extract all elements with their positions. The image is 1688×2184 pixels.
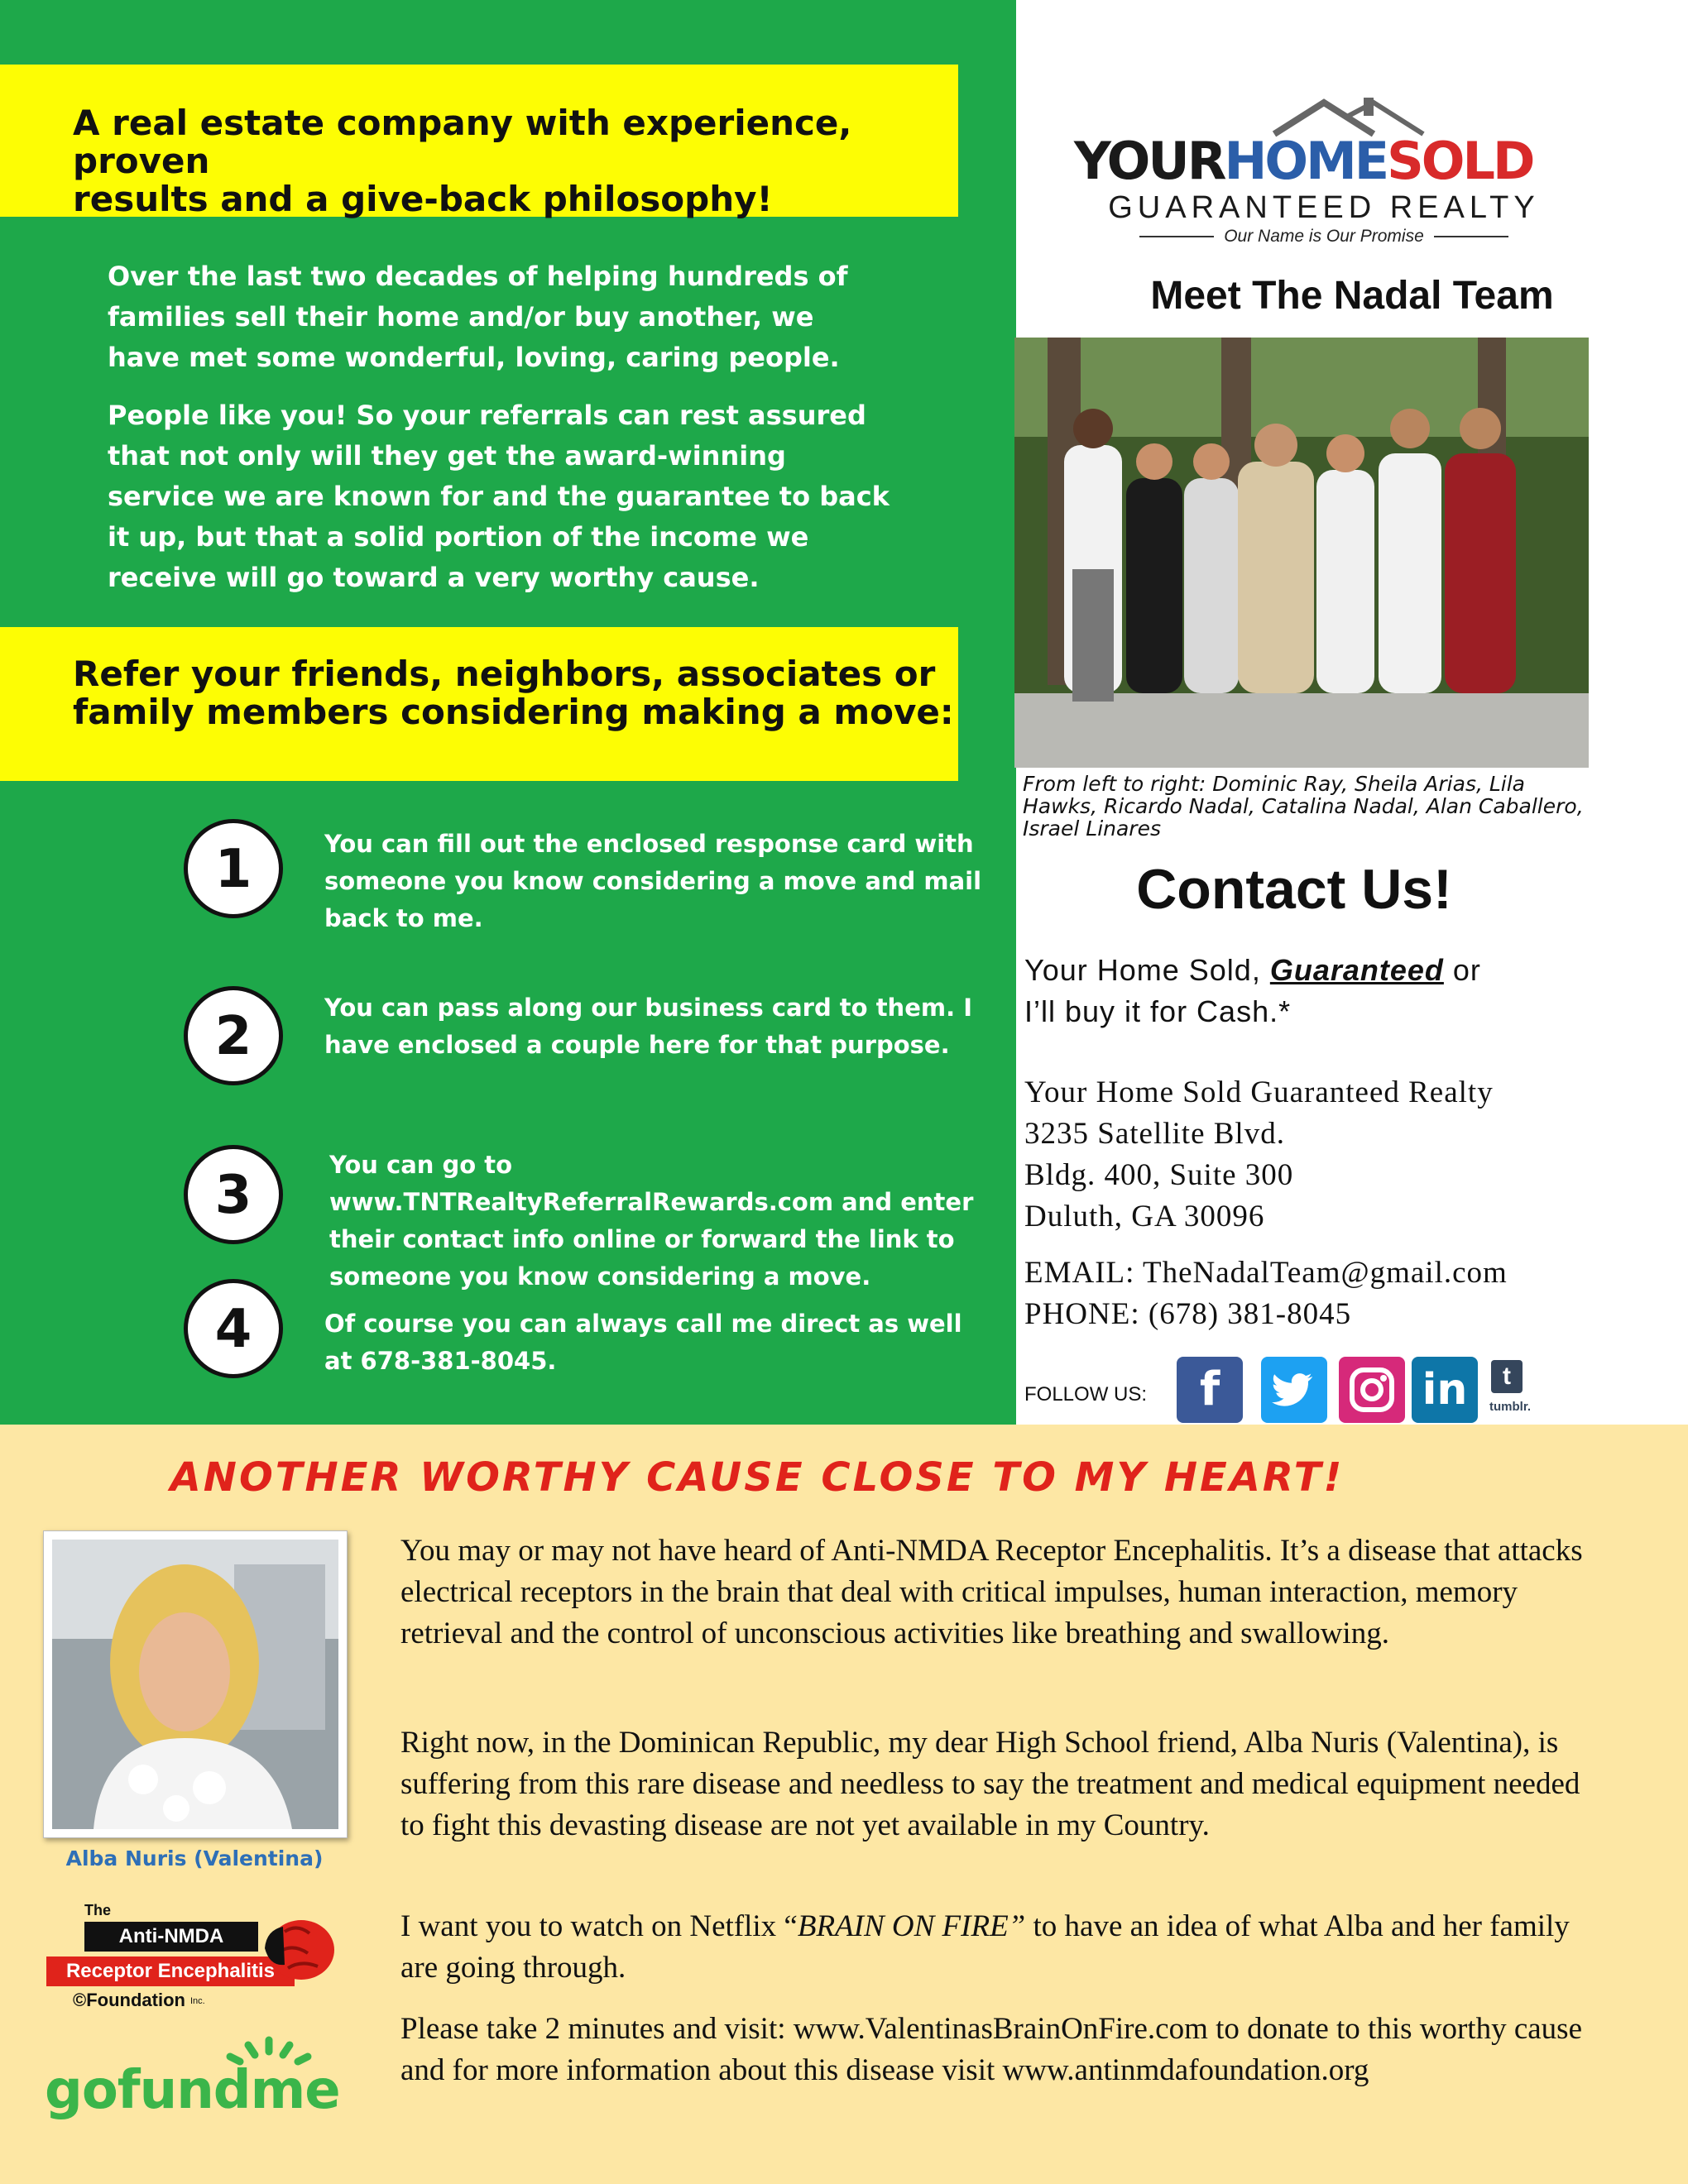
alba-caption: Alba Nuris (Valentina) — [65, 1846, 324, 1870]
foundation-inc: Inc. — [190, 1996, 205, 2006]
cause-paragraph-2: Right now, in the Dominican Republic, my dear High School friend, Alba Nuris (Valentina), is suffering from this rare disease and needless to say the treatment and medical equipment needed to fight this devasting disease are not yet available in my Country. — [400, 1726, 1580, 1842]
foundation-line-3: ©Foundation — [73, 1990, 185, 2010]
slogan-guaranteed: Guaranteed — [1269, 953, 1444, 987]
tumblr-icon[interactable]: t — [1491, 1360, 1523, 1393]
step-2-number: 2 — [184, 986, 283, 1085]
headline-2-line-2: family members considering making a move: — [73, 692, 954, 732]
brain-icon — [260, 1915, 336, 1986]
cause-title: ANOTHER WORTHY CAUSE CLOSE TO MY HEART! — [170, 1454, 1345, 1501]
phone-line[interactable]: PHONE: (678) 381-8045 — [1024, 1297, 1352, 1331]
alba-photo — [44, 1531, 347, 1837]
slogan — [1024, 950, 1653, 1032]
logo-part-your: YOUR — [1074, 131, 1225, 191]
address-block — [1024, 1072, 1678, 1238]
step-3-text: You can go to www.TNTRealtyReferralRewards.com and enter their contact info online or forward the link to someone you know considering a move. — [329, 1151, 974, 1291]
slogan-pre: Your Home Sold, — [1024, 953, 1270, 987]
team-photo — [1014, 338, 1589, 768]
step-3-number: 3 — [184, 1145, 283, 1244]
intro-paragraph-1: Over the last two decades of helping hundreds of families sell their home and/or buy another, we have met some wonderful, loving, caring people. — [108, 261, 848, 373]
logo-tagline: Our Name is Our Promise — [1076, 227, 1572, 247]
foundation-line-2: Receptor Encephalitis — [46, 1956, 295, 1986]
headline-2-line-1: Refer your friends, neighbors, associates or — [73, 654, 936, 694]
headline-banner-1 — [0, 65, 958, 217]
logo-part-sold: SOLD — [1387, 131, 1533, 191]
step-4-number: 4 — [184, 1279, 283, 1378]
cause-paragraph-1: You may or may not have heard of Anti-NMDA Receptor Encephalitis. It’s a disease that attacks electrical receptors in the brain that deal with critical impulses, human interaction, memory retrieval and the control of unconscious activities like breathing and swallowing. — [400, 1534, 1583, 1650]
email-line[interactable]: EMAIL: TheNadalTeam@gmail.com — [1024, 1256, 1508, 1290]
address-line-4: Duluth, GA 30096 — [1024, 1200, 1265, 1233]
foundation-logo — [43, 1899, 341, 2014]
contact-lines — [1024, 1252, 1686, 1335]
company-logo — [1074, 131, 1532, 191]
logo-subtitle: GUARANTEED REALTY — [1108, 190, 1540, 225]
cause-paragraph-3[interactable]: Please take 2 minutes and visit: www.ValentinasBrainOnFire.com to donate to this worthy cause and for more information about this disease visit www.antinmdafoundation.org — [400, 2012, 1582, 2087]
twitter-icon[interactable] — [1261, 1357, 1327, 1423]
step-1-text: You can fill out the enclosed response card with someone you know considering a move and mail back to me. — [324, 830, 982, 932]
netflix-title: BRAIN ON FIRE” — [797, 1909, 1026, 1943]
team-title: Meet The Nadal Team — [1150, 274, 1554, 318]
step-2-text: You can pass along our business card to them. I have enclosed a couple here for that purpose. — [324, 994, 972, 1059]
gofundme-wordmark: gofundme — [45, 2060, 340, 2121]
address-line-2: 3235 Satellite Blvd. — [1024, 1117, 1285, 1151]
headline-1-line-1: A real estate company with experience, proven — [73, 103, 852, 181]
logo-part-home: HOME — [1224, 131, 1388, 191]
intro-paragraph-2: People like you! So your referrals can rest assured that not only will they get the award-winning service we are known for and the guarantee to back it up, but that a solid portion of the income we receive will go toward a very worthy cause. — [108, 400, 890, 593]
slogan-post: or — [1443, 953, 1481, 987]
alba-photo-frame — [43, 1530, 348, 1838]
facebook-icon[interactable]: f — [1177, 1357, 1243, 1423]
photo-caption: From left to right: Dominic Ray, Sheila Arias, Lila Hawks, Ricardo Nadal, Catalina Nadal, Alan Caballero, Israel Linares — [1023, 772, 1584, 841]
netflix-post: to have an idea of what Alba and her family are going through. — [400, 1909, 1570, 1985]
address-line-1: Your Home Sold Guaranteed Realty — [1024, 1075, 1494, 1109]
slogan-line-2: I’ll buy it for Cash.* — [1024, 994, 1292, 1028]
tumblr-label: tumblr. — [1489, 1400, 1532, 1414]
contact-title: Contact Us! — [1136, 858, 1452, 921]
foundation-the: The — [84, 1902, 112, 1918]
step-1-number: 1 — [184, 819, 283, 918]
headline-banner-2 — [0, 627, 958, 781]
linkedin-icon[interactable]: in — [1412, 1357, 1478, 1423]
gofundme-logo — [43, 2035, 341, 2126]
step-4-text: Of course you can always call me direct as well at 678-381-8045. — [324, 1310, 962, 1375]
follow-label: FOLLOW US: — [1024, 1383, 1148, 1406]
netflix-paragraph — [400, 1906, 1592, 1989]
netflix-pre: I want you to watch on Netflix “ — [400, 1909, 798, 1943]
address-line-3: Bldg. 400, Suite 300 — [1024, 1158, 1294, 1192]
instagram-icon[interactable] — [1339, 1357, 1405, 1423]
foundation-line-1: Anti-NMDA — [84, 1922, 258, 1952]
headline-1-line-2: results and a give-back philosophy! — [73, 179, 773, 219]
